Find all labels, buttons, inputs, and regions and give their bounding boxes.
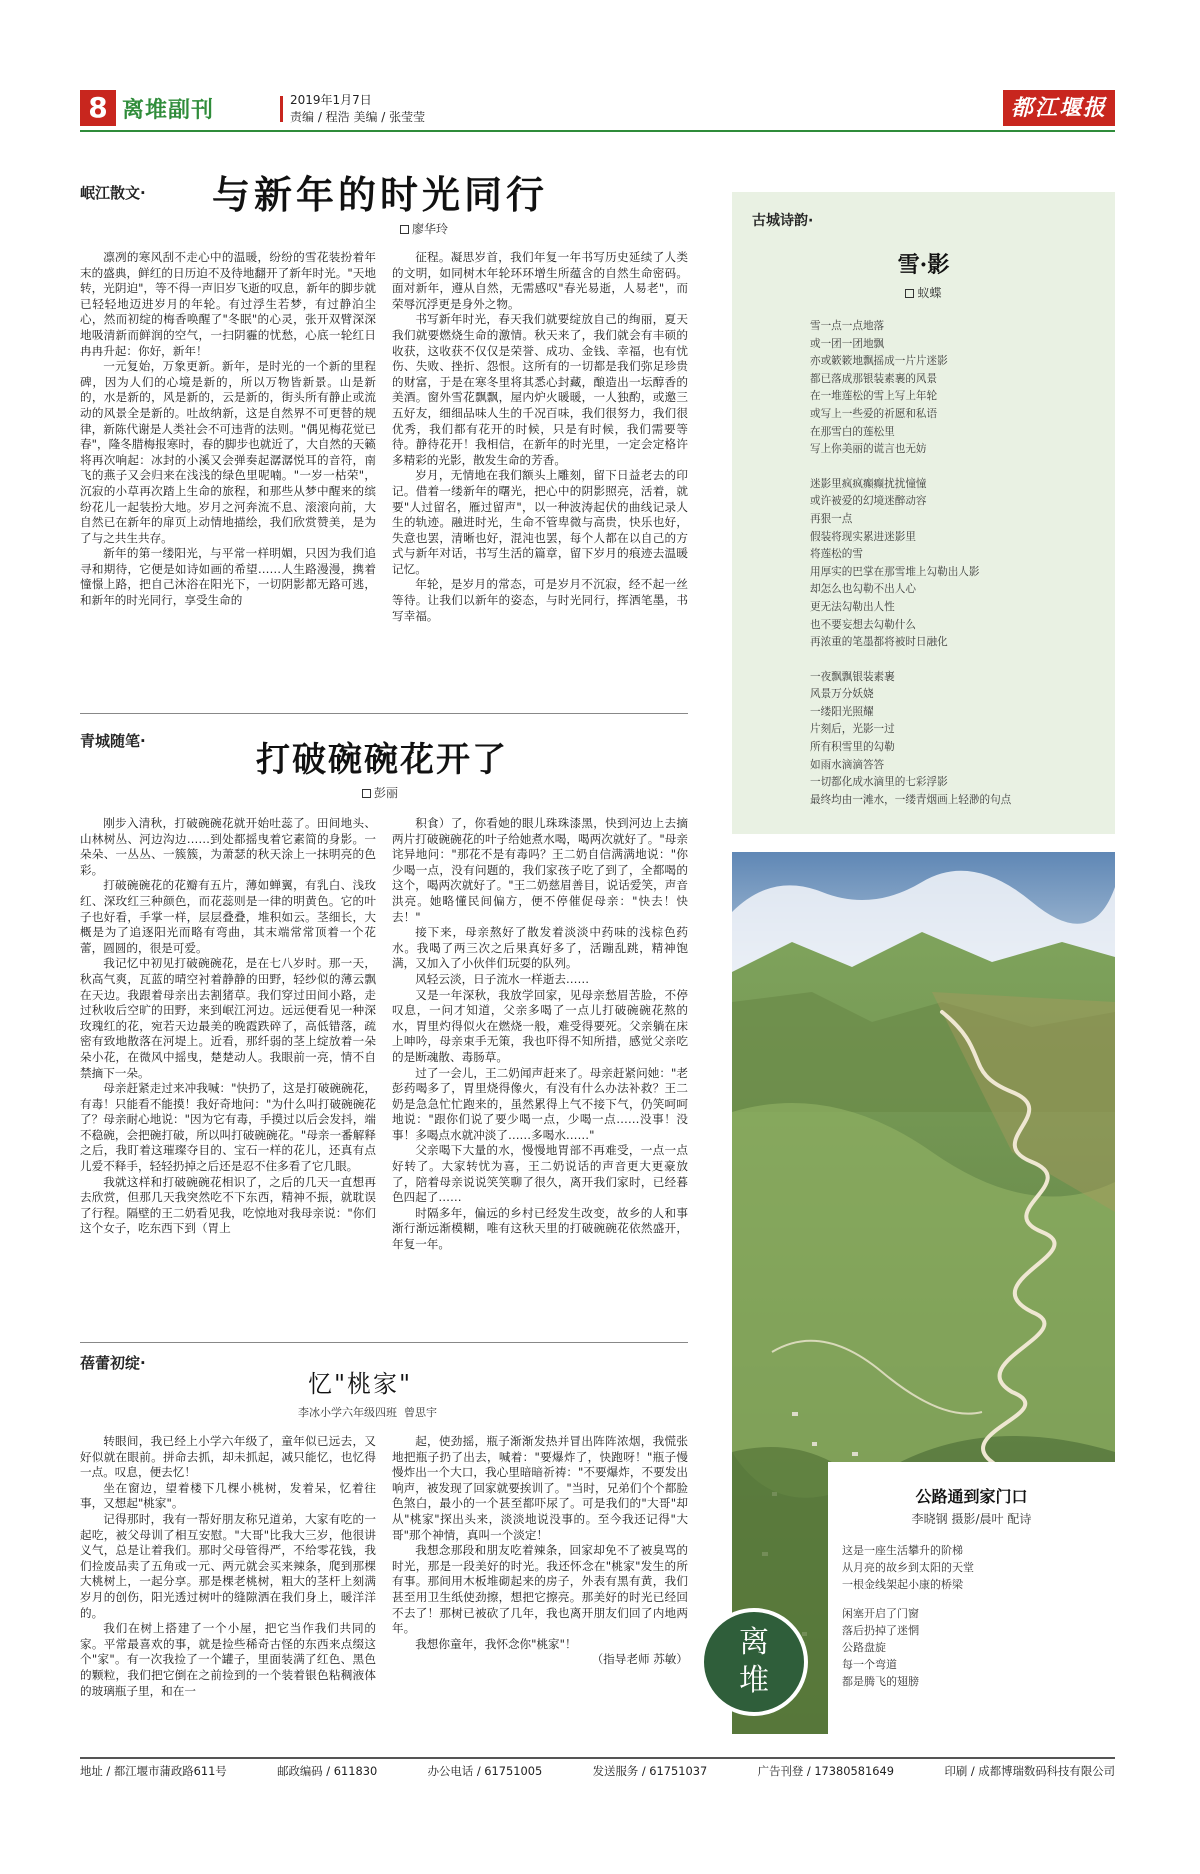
paragraph: 我就这样和打破碗碗花相识了，之后的几天一直想再去欣赏，但那几天我突然吃不下东西，精神不振，就耽误了行程。隔壁的王二奶看见我，吃惊地对我母亲说："你们这个女子，吃东西下到（胃上	[80, 1174, 376, 1236]
footer	[80, 1763, 1115, 1783]
photo-poem-line: 一根金线架起小康的桥梁	[842, 1578, 963, 1591]
photo-poem-stanza	[842, 1605, 1112, 1690]
poem-line: 亦或簌簌地飘摇成一片片迷影	[810, 355, 948, 368]
page-number: 8	[80, 90, 116, 126]
poem-line: 一缕阳光照耀	[810, 705, 874, 718]
footer-printer: 印刷 / 成都博瑞数码科技有限公司	[944, 1764, 1115, 1778]
article3-author: 曾思宇	[404, 1406, 437, 1419]
footer-postcode: 邮政编码 / 611830	[277, 1764, 378, 1778]
poem-line: 都已落成那银装素裹的风景	[810, 372, 938, 385]
seal-char-top: 离	[739, 1625, 769, 1660]
poem-panel	[732, 192, 1115, 834]
article3-byline	[298, 1404, 437, 1420]
paragraph: 一元复始，万象更新。新年，是时光的一个新的里程碑，因为人们的心境是新的，所以万物皆新景。山是新的，水是新的，风是新的，云是新的，街头所有静止或流动的风景全是新的。吐故纳新，这是自然界不可更替的规律，新陈代谢是人类社会不可违背的法则。"偶见梅花觉已春"，隆冬腊梅报寒时，春的脚步也就近了，大自然的天籁将再次响起：冰封的小溪又会弹奏起潺潺悦耳的音符，南飞的燕子又会归来在浅浅的绿色里呢喃。"一岁一枯荣"，沉寂的小草再次踏上生命的旅程，和那些从梦中醒来的缤纷花儿一起装扮大地。岁月之河奔流不息、滚滚向前，大自然已在新年的扉页上动情地描绘，我们欣赏赞美，是为了与之共生共存。	[80, 359, 376, 545]
poem-body	[810, 318, 1110, 826]
article3-school: 李冰小学六年级四班	[298, 1406, 397, 1419]
paragraph: 打破碗碗花的花瓣有五片，薄如蝉翼，有乳白、浅玫红、深玫红三种颜色，而花蕊则是一律的明黄色。它的叶子也好看，手掌一样，层层叠叠，堆积如云。茎细长，大概是为了追逐阳光而略有弯曲，其末端常常顶着一个花蕾，圆圆的，很是可爱。	[80, 878, 376, 955]
paragraph: 岁月，无情地在我们额头上雕刻，留下日益老去的印记。借着一缕新年的曙光，把心中的阴影照亮，活着，就要"人过留名，雁过留声"，以一种波涛起伏的曲线记录人生的轨迹。融进时光，生命不管卑微与高贵，快乐也好，失意也罢，清晰也好，混沌也罢，每个人都在以自己的方式与新年对话，书写生活的篇章，留下岁月的痕迹去温暖记忆。	[392, 468, 688, 576]
poem-line: 将莲松的雪	[810, 548, 863, 561]
photo-poem-line: 闲塞开启了门窗	[842, 1607, 919, 1620]
paragraph: 年轮，是岁月的常态，可是岁月不沉寂，经不起一丝等待。让我们以新年的姿态，与时光同行，挥洒笔墨，书写幸福。	[392, 577, 688, 623]
byline-box-icon	[400, 225, 409, 234]
paragraph: 接下来，母亲熬好了散发着淡淡中药味的浅棕色药水。我喝了两三次之后果真好多了，活蹦乱跳，精神饱满，又加入了小伙伴们玩耍的队列。	[392, 925, 688, 971]
section-divider	[80, 713, 688, 714]
poem-line: 用厚实的巴掌在那雪堆上勾勒出人影	[810, 565, 980, 578]
poem-stanza	[810, 669, 1110, 810]
paragraph: 过了一会儿，王二奶闻声赶来了。母亲赶紧问她："老彭药喝多了，胃里烧得像火，有没有什么办法补救？王二奶是急急忙忙跑来的，虽然累得上气不接下气，仍笑呵呵地说："跟你们说了要少喝一点，少喝一点……没事！没事！多喝点水就冲淡了……多喝水……"	[392, 1065, 688, 1142]
article1-column-label: 岷江散文·	[80, 184, 146, 202]
poem-author: 蚁蝶	[917, 286, 942, 300]
paragraph: 记得那时，我有一帮好朋友称兄道弟，大家有吃的一起吃，被父母训了相互安慰。"大哥"比我大三岁，他很讲义气，总是让着我们。那时父母管得严，不给零花钱，我们捡废品卖了五角或一元、两元就会买来辣条，爬到那棵大桃树上，一起分享。那是棵老桃树，粗大的茎杆上刻满岁月的创伤，阳光透过树叶的缝隙洒在我们身上，暖洋洋的。	[80, 1511, 376, 1620]
paragraph: 积食）了，你看她的眼儿珠珠漆黑，快到河边上去摘两片打破碗碗花的叶子给她煮水喝，喝两次就好了。"母亲诧异地问："那花不是有毒吗？王二奶自信满满地说："你少喝一点，没有问题的，我们家孩子吃了到了，全都喝的这个，喝两次就好了。"王二奶慈眉善目，说话爱笑，声音洪亮。她略懂民间偏方，便不停催促母亲："快去！快去！"	[392, 816, 688, 924]
poem-stanza	[810, 476, 1110, 652]
article1-title: 与新年的时光同行	[212, 172, 549, 217]
poem-line: 再狠一点	[810, 512, 853, 525]
poem-line: 在一堆莲松的雪上写上年轮	[810, 390, 938, 403]
photo-title: 公路通到家门口	[915, 1487, 1028, 1506]
footer-office-phone: 办公电话 / 61751005	[427, 1764, 543, 1778]
poem-line: 更无法勾勒出人性	[810, 600, 895, 613]
paragraph: 我想你童年，我怀念你"桃家"！	[415, 1636, 577, 1651]
paragraph: 母亲赶紧走过来冲我喊："快扔了，这是打破碗碗花，有毒！只能看不能摸！我好奇地问："为什么叫打破碗碗花了？母亲耐心地说："因为它有毒，手摸过以后会发抖，端不稳碗，会把碗打破，所以叫打破碗碗花。"母亲一番解释之后，我盯着这璀璨夺目的、宝石一样的花儿，还真有点儿爱不释手，轻轻扔掉之后还是忍不住多看了它几眼。	[80, 1081, 376, 1174]
paragraph: 我记忆中初见打破碗碗花，是在七八岁时。那一天，秋高气爽，瓦蓝的晴空衬着静静的田野，轻纱似的薄云飘在天边。我跟着母亲出去割猪草。我们穿过田间小路，走过秋收后空旷的田野，来到岷江河边。远远便看见一种深玫瑰红的花，宛若天边最美的晚霞跌碎了，高低错落，疏密有致地散落在河堤上。近看，那纤弱的茎上绽放着一朵朵小花，在微风中摇曳，楚楚动人。我眼前一亮，情不自禁摘下一朵。	[80, 956, 376, 1080]
issue-date: 2019年1月7日	[290, 93, 372, 107]
poem-line: 或一团一团地飘	[810, 337, 885, 350]
poem-line: 或写上一些爱的祈愿和私语	[810, 407, 938, 420]
poem-column-label: 古城诗韵·	[752, 213, 814, 229]
paragraph: 刚步入清秋，打破碗碗花就开始吐蕊了。田间地头、山林树丛、河边沟边……到处都摇曳着它素简的身影。一朵朵、一丛丛、一簇簇，为萧瑟的秋天涂上一抹明亮的色彩。	[80, 816, 376, 877]
poem-line: 一夜飘飘银装素裹	[810, 670, 895, 683]
footer-ads: 广告刊登 / 17380581649	[757, 1764, 895, 1778]
section-divider	[80, 1342, 688, 1343]
photo-poem-line: 这是一座生活攀升的阶梯	[842, 1544, 963, 1557]
section-name: 离堆副刊	[122, 98, 215, 123]
section-seal	[700, 1608, 808, 1716]
poem-line: 风景万分妖娆	[810, 688, 874, 701]
paragraph: 又是一年深秋，我放学回家，见母亲愁眉苦脸，不停叹息，一问才知道，父亲多喝了一点儿打破碗碗花熬的水，胃里灼得似火在燃烧一般，难受得要死。父亲躺在床上呻吟，母亲束手无策，我也吓得不知所措，感觉父亲吃的是断魂散、毒肠草。	[392, 987, 688, 1064]
poem-line: 如雨水滴滴答答	[810, 758, 885, 771]
article2-byline	[362, 784, 398, 801]
article2-title: 打破碗碗花开了	[256, 740, 508, 780]
footer-address: 地址 / 都江堰市蒲政路611号	[80, 1764, 227, 1778]
article2-column-label: 青城随笔·	[80, 732, 146, 750]
photo-poem-line: 落后扔掉了迷惘	[842, 1624, 919, 1637]
poem-line: 却怎么也勾勒不出人心	[810, 583, 916, 596]
poem-line: 最终均由一滩水，一缕青烟画上轻渺的句点	[810, 793, 1012, 806]
paragraph: 书写新年时光，春天我们就要绽放自己的绚丽，夏天我们就要燃烧生命的激情。秋天来了，我们就会有丰硕的收获，这收获不仅仅是荣誉、成功、金钱、幸福，也有忧伤、失败、挫折、怨恨。这所有的一切都是我们弥足珍贵的财富，于是在寒冬里将其悉心封藏，酿造出一坛醇香的美酒。窗外雪花飘飘，屋内炉火暖暖，一人独酌，或邀三五好友，细细品味人生的千况百味，我们很努力，我们很优秀，我们都有花开的时候，只是有时候，我们需要等待。静待花开！我相信，在新年的时光里，一定会定格许多精彩的光影，散发生命的芳香。	[392, 312, 688, 467]
paragraph: 坐在窗边，望着楼下几棵小桃树，发着呆，忆着往事，又想起"桃家"。	[80, 1480, 376, 1511]
article1-byline	[400, 220, 448, 237]
poem-line: 片刻后，光影一过	[810, 723, 895, 736]
masthead-divider	[280, 96, 283, 122]
article1-author: 廖华玲	[412, 222, 449, 236]
poem-line: 迷影里疯疯癫癫扰扰憧憧	[810, 477, 927, 490]
paragraph: 我想念那段和朋友吃着辣条，回家却免不了被臭骂的时光，那是一段美好的时光。我还怀念在"桃家"发生的所有事。那间用木板堆砌起来的房子，外表有黑有黄，我们甚至用卫生纸使劲擦，想把它擦亮。那美好的时光已经回不去了！那树已被砍了几年，我也离开朋友们回了内地两年。	[392, 1543, 688, 1636]
poem-line: 雪一点一点地落	[810, 320, 885, 332]
article2-author: 彭丽	[374, 786, 399, 800]
footer-delivery: 发送服务 / 61751037	[592, 1764, 708, 1778]
paragraph: 起，使劲摇，瓶子渐渐发热并冒出阵阵浓烟，我慌张地把瓶子扔了出去，喊着："要爆炸了，快跑呀！"瓶子慢慢炸出一个大口，我心里暗暗祈祷："不要爆炸，不要发出响声，被发现了回家就要挨训了。"当时，兄弟们个个都脸色煞白，最小的一个甚至都吓尿了。可是我们的"大哥"却从"桃家"探出头来，淡淡地说没事的。至今我还记得"大哥"那个神情，真叫一个淡定！	[392, 1434, 688, 1542]
footer-rule	[80, 1757, 1115, 1759]
paragraph: 转眼间，我已经上小学六年级了，童年似已远去，又好似就在眼前。拼命去抓，却未抓起，减只能忆，也忆得一点。叹息，便去忆！	[80, 1434, 376, 1480]
poem-stanza	[810, 318, 1110, 459]
paragraph: 新年的第一缕阳光，与平常一样明媚，只因为我们追寻和期待，它便是如诗如画的希望……人生路漫漫，携着憧憬上路，把自己沐浴在阳光下，一切阴影都无路可逃，和新年的时光同行，享受生命的	[80, 546, 376, 608]
article1-column-1	[80, 250, 376, 728]
article1-column-2	[392, 250, 688, 728]
byline-box-icon	[905, 289, 914, 298]
photo-credit: 李晓钢 摄影/晨叶 配诗	[911, 1512, 1032, 1526]
teacher-note: （指导老师 苏敏）	[591, 1652, 688, 1667]
article3-column-2	[392, 1434, 688, 1750]
photo-poem-line: 公路盘旋	[842, 1641, 886, 1654]
poem-line: 再浓重的笔墨都将被时日融化	[810, 636, 948, 649]
article2-column-1	[80, 816, 376, 1336]
paragraph: 风轻云淡，日子流水一样逝去……	[415, 971, 590, 986]
article2-column-2	[392, 816, 688, 1336]
photo-poem-line: 都是腾飞的翅膀	[842, 1675, 919, 1688]
poem-line: 所有积雪里的勾勒	[810, 741, 895, 754]
paragraph: 凛冽的寒风刮不走心中的温暖，纷纷的雪花装扮着年末的盛典，鲜红的日历迫不及待地翻开了新年时光。"天地转，光阴迫"，等不得一声旧岁飞逝的叹息，新年的脚步就已轻轻地迈进岁月的年轮。有过浮生若梦，有过静泊尘心，然而初绽的梅香唤醒了"冬眠"的心灵，张开双臂深深地吸清新而鲜润的空气，一扫阴霾的忧愁，心底一轮红日冉冉升起：你好，新年！	[80, 250, 376, 358]
poem-title: 雪·影	[897, 252, 950, 278]
poem-line: 假装将现实累进迷影里	[810, 530, 916, 543]
poem-line: 一切都化成水滴里的七彩浮影	[810, 776, 948, 789]
masthead	[80, 90, 1115, 126]
photo-caption-panel	[828, 1462, 1115, 1734]
seal-char-bottom: 堆	[739, 1663, 769, 1698]
newspaper-logo: 都江堰报	[1003, 90, 1115, 126]
article3-title: 忆"桃家"	[308, 1370, 413, 1398]
paragraph: 征程。凝思岁首，我们年复一年书写历史延续了人类的文明，如同树木年轮环环增生所蕴含的自然生命密码。面对新年，遵从自然，无需感叹"春光易逝，人易老"，而荣辱沉浮更是身外之物。	[392, 250, 688, 311]
paragraph: 时隔多年，偏远的乡村已经发生改变，故乡的人和事渐行渐远渐模糊，唯有这秋天里的打破碗碗花依然盛开，年复一年。	[392, 1205, 688, 1252]
photo-poem-stanza	[842, 1542, 1112, 1593]
poem-line: 在那雪白的莲松里	[810, 425, 895, 438]
poem-line: 写上你美丽的谎言也无妨	[810, 443, 927, 456]
poem-line: 也不要妄想去勾勒什么	[810, 618, 916, 631]
photo-poem-line: 每一个弯道	[842, 1658, 897, 1671]
poem-line: 或许被爱的幻境迷醉动容	[810, 495, 927, 508]
byline-box-icon	[362, 789, 371, 798]
poem-byline	[732, 284, 1115, 301]
paragraph: 父亲喝下大量的水，慢慢地胃部不再难受，一点一点好转了。大家转忧为喜，王二奶说话的声音更大更豪放了，陪着母亲说说笑笑聊了很久，离开我们家时，已经暮色四起了……	[392, 1143, 688, 1205]
photo-poem-line: 从月亮的故乡到太阳的天堂	[842, 1561, 974, 1574]
article3-column-1	[80, 1434, 376, 1750]
paragraph: 我们在树上搭建了一个小屋，把它当作我们共同的家。平常最喜欢的事，就是捡些稀奇古怪的东西来点缀这个"家"。有一次我捡了一个罐子，里面装满了红色、黑色的颗粒，我们把它倒在之前捡到的一个装着银色粘稠液体的玻璃瓶子里，和在一	[80, 1621, 376, 1698]
article3-column-label: 蓓蕾初绽·	[80, 1354, 146, 1372]
editors-line: 责编 / 程浩 美编 / 张莹莹	[290, 110, 426, 124]
masthead-rule	[80, 130, 1115, 132]
photo-poem	[842, 1542, 1112, 1702]
